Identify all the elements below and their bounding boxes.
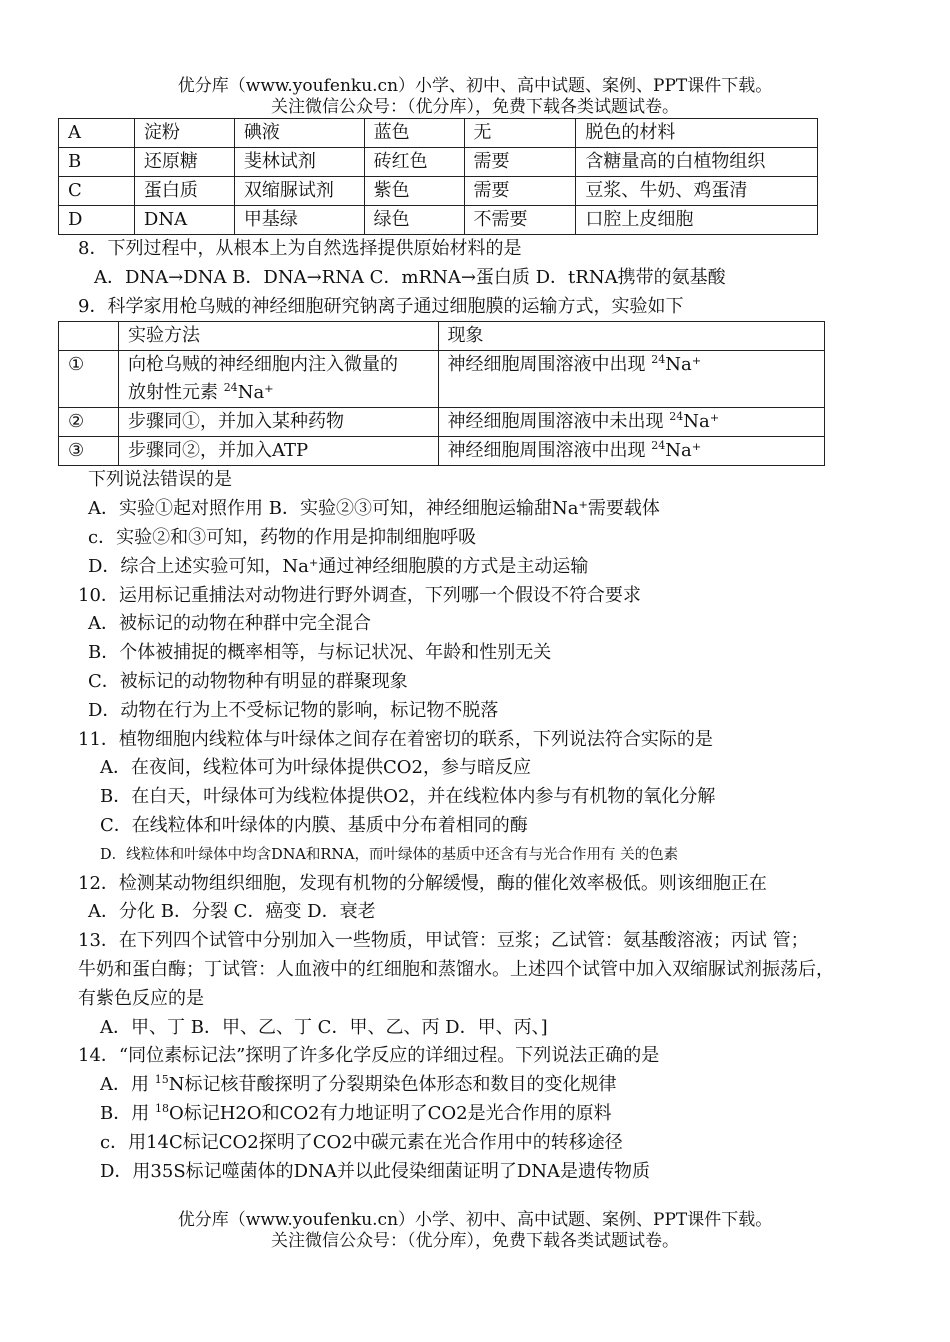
ion-symbol: Na⁺ [237,382,274,404]
table-cell: 口腔上皮细胞 [576,206,818,235]
table-cell: A [59,119,135,148]
question-10-option-a: A．被标记的动物在种群中完全混合 [88,613,371,635]
table-cell: 还原糖 [134,148,234,177]
table-cell: 碘液 [234,119,364,148]
footer-banner [0,1210,950,1252]
result-text: 神经细胞周围溶液中未出现 [447,411,670,433]
question-8-stem: 8．下列过程中，从根本上为自然选择提供原始材料的是 [78,238,522,259]
table-cell: 砖红色 [364,148,464,177]
banner-line-1: 优分库（www.youfenku.cn）小学、初中、高中试题、案例、PPT课件下载。 [177,76,773,96]
table-row [59,177,818,206]
question-11-option-c: C．在线粒体和叶绿体的内膜、基质中分布着相同的酶 [100,814,528,836]
table-cell: 步骤同②，并加入ATP [118,437,438,466]
question-8-options: A．DNA→DNA B．DNA→RNA C．mRNA→蛋白质 D．tRNA携带的氨基酸 [94,266,726,288]
table-cell: ① [59,351,119,408]
table-cell: 绿色 [364,206,464,235]
table-header-cell: 实验方法 [118,322,438,351]
question-11-option-b: B．在白天，叶绿体可为线粒体提供O2，并在线粒体内参与有机物的氧化分解 [100,786,716,808]
question-14-option-c: c．用14C标记CO2探明了CO2中碳元素在光合作用中的转移途径 [100,1131,623,1153]
question-11-option-a: A．在夜间，线粒体可为叶绿体提供CO2，参与暗反应 [100,757,531,779]
option-text: N标记核苷酸探明了分裂期染色体形态和数目的变化规律 [168,1074,617,1096]
table-cell: 脱色的材料 [576,119,818,148]
method-line [128,379,429,407]
question-12-options: A．分化 B．分裂 C．癌变 D．衰老 [88,901,376,923]
result-text: 神经细胞周围溶液中出现 [447,354,652,376]
question-13-line-3: 有紫色反应的是 [78,987,204,1009]
table-cell: 豆浆、牛奶、鸡蛋清 [576,177,818,206]
method-text: 放射性元素 [127,382,224,404]
question-11-stem: 11．植物细胞内线粒体与叶绿体之间存在着密切的联系，下列说法符合实际的是 [78,728,713,750]
table-row [59,351,825,408]
banner-line-1: 优分库（www.youfenku.cn）小学、初中、高中试题、案例、PPT课件下载。 [177,1210,773,1230]
isotope-mass: 15 [154,1073,169,1087]
table-row [59,322,825,351]
experiment-table [58,321,825,466]
method-line: 向枪乌贼的神经细胞内注入微量的 [127,354,398,376]
question-12-stem: 12．检测某动物组织细胞，发现有机物的分解缓慢，酶的催化效率极低。则该细胞正在 [78,872,767,894]
isotope-mass: 18 [154,1101,169,1115]
table-cell: 需要 [464,148,576,177]
table-cell: 蛋白质 [134,177,234,206]
question-14-option-a [58,1071,888,1100]
question-9-stem: 9．科学家用枪乌贼的神经细胞研究钠离子通过细胞膜的运输方式，实验如下 [78,295,684,317]
table-header-cell [59,322,119,351]
table-cell: C [59,177,135,206]
table-cell: 淀粉 [134,119,234,148]
table-cell [438,351,824,408]
table-cell: 不需要 [464,206,576,235]
question-10-option-b: B．个体被捕捉的概率相等，与标记状况、年龄和性别无关 [88,642,552,664]
banner-line-2: 关注微信公众号：（优分库），免费下载各类试题试卷。 [271,1231,679,1251]
option-prefix: B．用 [100,1102,155,1124]
table-cell: B [59,148,135,177]
table-cell: DNA [134,206,234,235]
table-row [59,148,818,177]
table-row [59,119,818,148]
table-cell: 需要 [464,177,576,206]
question-14-option-d: D．用35S标记噬菌体的DNA并以此侵染细菌证明了DNA是遗传物质 [100,1160,651,1182]
ion-symbol: Na⁺ [665,440,702,462]
question-9-prompt: 下列说法错误的是 [88,469,232,491]
question-14-stem: 14．“同位素标记法”探明了许多化学反应的详细过程。下列说法正确的是 [78,1045,660,1067]
question-13-line-2: 牛奶和蛋白酶；丁试管：人血液中的红细胞和蒸馏水。上述四个试管中加入双缩脲试剂振荡后， [78,958,834,980]
question-9-option-a: A．实验①起对照作用 B．实验②③可知，神经细胞运输甜Na⁺需要载体 [88,498,660,520]
banner-line-2: 关注微信公众号：（优分库），免费下载各类试题试卷。 [271,97,679,117]
table-cell: 斐林试剂 [234,148,364,177]
ion-symbol: Na⁺ [683,411,720,433]
table-cell: 甲基绿 [234,206,364,235]
table-cell: ② [59,408,119,437]
question-9-option-d: D．综合上述实验可知，Na⁺通过神经细胞膜的方式是主动运输 [88,555,589,577]
table-cell: 双缩脲试剂 [234,177,364,206]
question-10-option-c: C．被标记的动物物种有明显的群聚现象 [88,670,408,692]
table-row [59,408,825,437]
question-10-option-d: D．动物在行为上不受标记物的影响，标记物不脱落 [88,699,499,721]
question-11-option-d: D．线粒体和叶绿体中均含DNA和RNA，而叶绿体的基质中还含有与光合作用有 关的色素 [100,846,679,863]
isotope-mass: 24 [651,439,666,453]
question-10-stem: 10．运用标记重捕法对动物进行野外调查，下列哪一个假设不符合要求 [78,584,641,606]
ion-symbol: Na⁺ [665,354,702,376]
table-cell: ③ [59,437,119,466]
table-cell [438,437,824,466]
table-row [59,206,818,235]
table-cell [438,408,824,437]
result-text: 神经细胞周围溶液中出现 [447,440,652,462]
question-9-option-c: c．实验②和③可知，药物的作用是抑制细胞呼吸 [88,526,477,548]
question-13-options: A．甲、丁 B．甲、乙、丁 C．甲、乙、丙 D．甲、丙、] [100,1016,548,1038]
exam-content [58,118,888,1186]
reagent-table [58,118,818,235]
table-cell: 蓝色 [364,119,464,148]
question-14-option-b [58,1100,888,1129]
table-cell: 紫色 [364,177,464,206]
header-banner [0,76,950,118]
isotope-mass: 24 [651,353,666,367]
option-prefix: A．用 [100,1074,155,1096]
table-cell: 步骤同①，并加入某种药物 [118,408,438,437]
table-cell: 无 [464,119,576,148]
table-header-cell: 现象 [438,322,824,351]
table-cell: D [59,206,135,235]
option-text: O标记H2O和CO2有力地证明了CO2是光合作用的原料 [168,1102,612,1124]
isotope-mass: 24 [223,381,238,395]
isotope-mass: 24 [669,410,684,424]
table-cell [118,351,438,408]
table-row [59,437,825,466]
table-cell: 含糖量高的白植物组织 [576,148,818,177]
question-13-line-1: 13．在下列四个试管中分别加入一些物质，甲试管：豆浆；乙试管：氨基酸溶液；丙试 管； [78,930,809,952]
